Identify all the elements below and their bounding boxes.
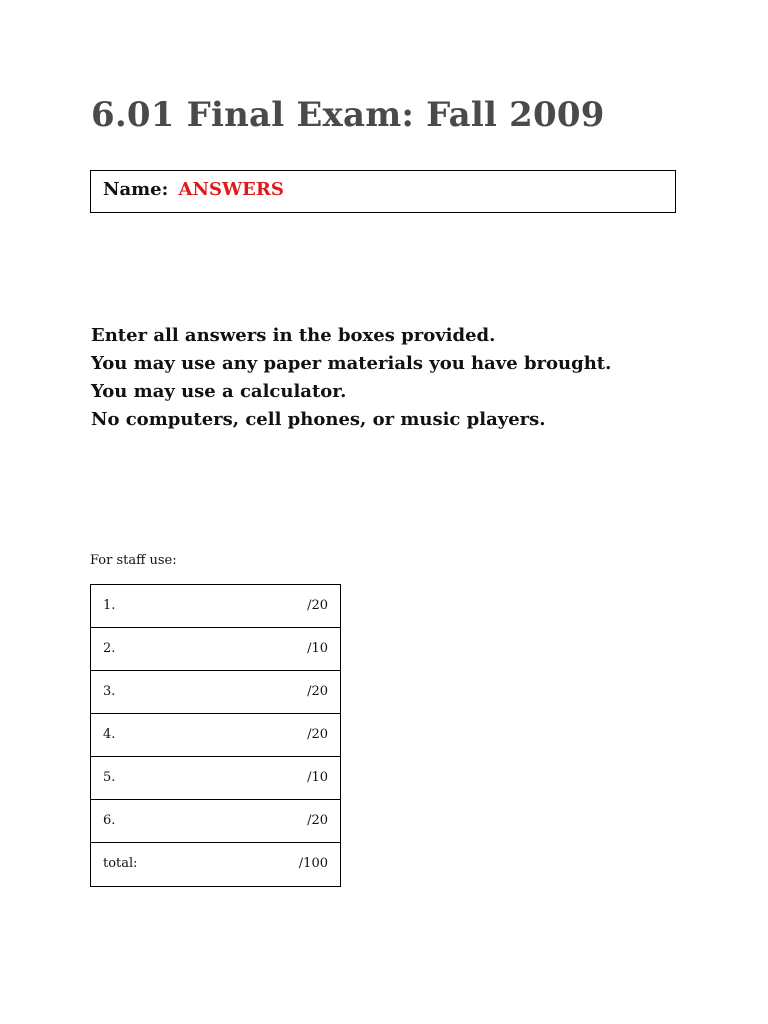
score-row [91,757,340,800]
name-value: ANSWERS [178,179,284,200]
instructions-list [91,322,611,434]
score-row-points: /20 [307,684,328,699]
instruction-line: You may use a calculator. [91,381,347,402]
score-row-label: 5. [103,770,116,785]
score-row [91,800,340,843]
score-row-points: /10 [307,641,328,656]
score-row-total [91,843,340,886]
score-row-points: /20 [307,813,328,828]
instruction-line: Enter all answers in the boxes provided. [91,325,496,346]
name-line [103,179,284,200]
score-row-points: /100 [298,856,328,871]
score-row-label: 2. [103,641,116,656]
name-box [90,170,676,213]
score-table [90,584,341,887]
score-row-label: 6. [103,813,116,828]
score-row-label: 3. [103,684,116,699]
instruction-line: No computers, cell phones, or music players. [91,409,546,430]
score-row-points: /20 [307,598,328,613]
score-row-points: /10 [307,770,328,785]
score-row [91,714,340,757]
name-label: Name: [103,179,169,200]
score-row [91,671,340,714]
staff-use-label: For staff use: [90,553,177,568]
score-row [91,628,340,671]
page-title: 6.01 Final Exam: Fall 2009 [91,95,605,135]
score-row-label: 1. [103,598,116,613]
score-row-label: 4. [103,727,116,742]
score-row-points: /20 [307,727,328,742]
score-row [91,585,340,628]
score-row-label: total: [103,856,138,871]
instruction-line: You may use any paper materials you have brought. [91,353,612,374]
